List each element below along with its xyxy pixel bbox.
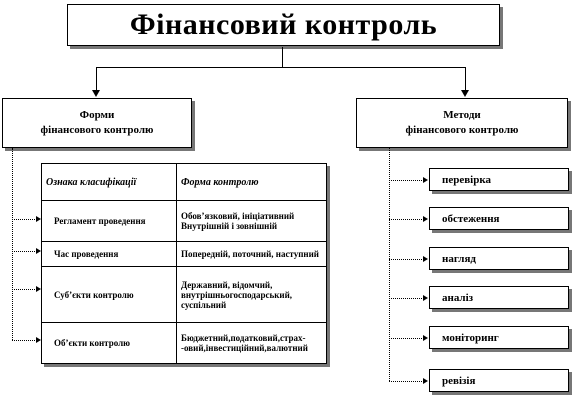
arrow-right-icon <box>423 378 428 384</box>
table-row <box>42 323 327 364</box>
methods-connector <box>389 381 424 382</box>
classification-table <box>41 163 327 364</box>
arrow-right-icon <box>423 295 428 301</box>
method-label: нагляд <box>442 252 476 265</box>
table-cell-form: Обов’язковий, ініціативний Внутрішній і зовнішній <box>177 201 327 242</box>
table-header-form: Форма контролю <box>177 164 327 201</box>
forms-connector <box>12 219 37 220</box>
methods-connector-vertical <box>389 148 390 381</box>
table-row <box>42 241 327 267</box>
arrow-right-icon <box>423 177 428 183</box>
diagram-title: Фінансовий контроль <box>129 8 438 41</box>
arrow-right-icon <box>423 216 428 222</box>
title-box <box>67 4 500 46</box>
forms-connector <box>12 289 37 290</box>
method-box <box>429 247 569 270</box>
forms-header-line2: фінансового контролю <box>40 124 154 136</box>
table-header-feature: Ознака класифікації <box>42 164 177 201</box>
methods-header-line2: фінансового контролю <box>405 124 519 136</box>
methods-connector <box>389 180 424 181</box>
arrow-down-icon <box>461 90 469 97</box>
method-label: аналіз <box>442 291 474 304</box>
title-branch <box>96 67 466 68</box>
method-label: моніторинг <box>442 331 499 344</box>
table-cell-form: Державний, відомчий, внутрішньогосподарський, суспільний <box>177 267 327 323</box>
forms-connector-vertical <box>12 148 13 340</box>
table-cell-form: Бюджетний,податковий,страх- -овий,інвестиційний,валютний <box>177 323 327 364</box>
table-cell-feature: Об’єкти контролю <box>42 323 177 364</box>
method-box <box>429 168 569 191</box>
methods-header-box <box>356 98 568 148</box>
arrow-down-icon <box>92 90 100 97</box>
table-cell-feature: Регламент проведення <box>42 201 177 242</box>
table-cell-form: Попередній, поточний, наступний <box>177 241 327 267</box>
table-header-row <box>42 164 327 201</box>
method-label: обстеження <box>442 212 500 225</box>
methods-connector <box>389 298 424 299</box>
arrow-right-icon <box>423 256 428 262</box>
forms-connector <box>12 251 37 252</box>
arrow-right-icon <box>423 335 428 341</box>
methods-connector <box>389 338 424 339</box>
method-box <box>429 326 569 349</box>
method-label: ревізія <box>442 374 476 387</box>
title-stem <box>282 47 283 67</box>
methods-connector <box>389 259 424 260</box>
branch-left <box>96 67 97 91</box>
table-row <box>42 201 327 242</box>
method-box <box>429 286 569 309</box>
forms-connector <box>12 340 37 341</box>
table-cell-feature: Суб’єкти контролю <box>42 267 177 323</box>
methods-header-line1: Методи <box>443 109 481 121</box>
forms-header-box <box>2 98 192 148</box>
forms-header-line1: Форми <box>79 109 115 121</box>
method-box <box>429 207 569 230</box>
methods-connector <box>389 219 424 220</box>
table-cell-feature: Час проведення <box>42 241 177 267</box>
method-label: перевірка <box>442 173 492 186</box>
method-box <box>429 369 569 392</box>
table-row <box>42 267 327 323</box>
branch-right <box>465 67 466 91</box>
